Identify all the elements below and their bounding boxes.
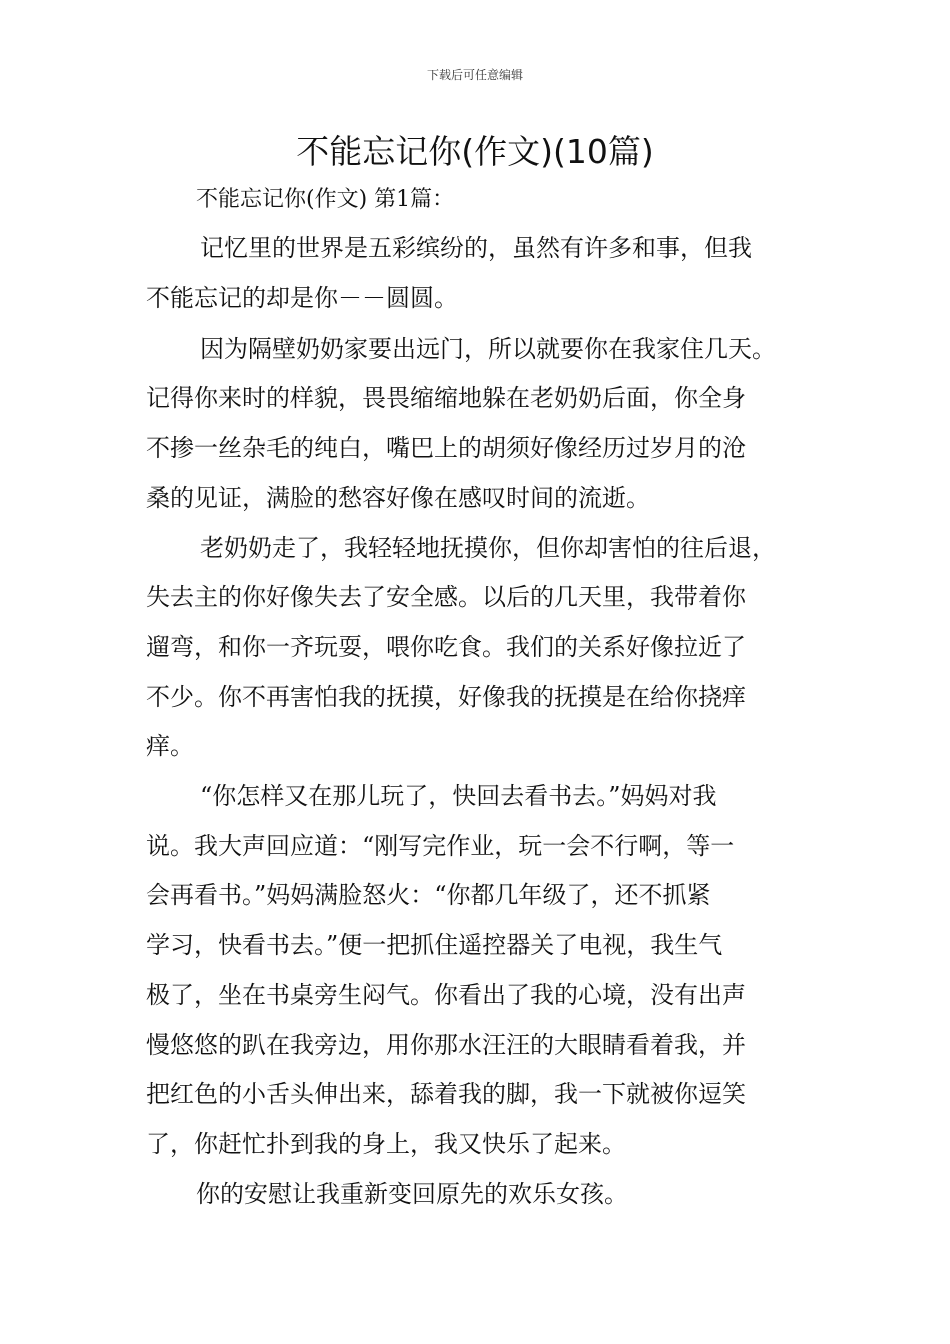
text-line: 因为隔壁奶奶家要出远门，所以就要你在我家住几天。 [200,335,776,363]
text-line: 把红色的小舌头伸出来，舔着我的脚，我一下就被你逗笑 [146,1080,746,1108]
section-heading: 不能忘记你(作文) 第1篇： [196,187,455,212]
text-line: 你的安慰让我重新变回原先的欢乐女孩。 [196,1180,628,1208]
text-line: 不掺一丝杂毛的纯白，嘴巴上的胡须好像经历过岁月的沧 [146,434,746,462]
text-line: 老奶奶走了，我轻轻地抚摸你，但你却害怕的往后退， [200,534,776,562]
text-line: 会再看书。”妈妈满脸怒火：“你都几年级了，还不抓紧 [146,881,711,909]
text-line: 极了，坐在书桌旁生闷气。你看出了我的心境，没有出声 [146,981,746,1009]
text-line: 了，你赶忙扑到我的身上，我又快乐了起来。 [146,1130,626,1158]
text-line: 失去主的你好像失去了安全感。以后的几天里，我带着你 [146,583,746,611]
text-line: 说。我大声回应道：“刚写完作业，玩一会不行啊，等一 [146,832,735,860]
text-line: 记得你来时的样貌，畏畏缩缩地躲在老奶奶后面，你全身 [146,384,746,412]
text-line: 痒。 [146,732,194,760]
page-header: 下载后可任意编辑 [426,68,523,82]
text-line: “你怎样又在那儿玩了，快回去看书去。”妈妈对我 [200,782,717,810]
text-line: 不能忘记的却是你－－圆圆。 [146,284,458,312]
text-line: 慢悠悠的趴在我旁边，用你那水汪汪的大眼睛看着我，并 [146,1031,746,1059]
text-line: 不少。你不再害怕我的抚摸，好像我的抚摸是在给你挠痒 [146,683,746,711]
text-line: 学习，快看书去。”便一把抓住遥控器关了电视，我生气 [146,931,723,959]
document-title: 不能忘记你(作文)(10篇) [296,132,654,171]
text-line: 遛弯，和你一齐玩耍，喂你吃食。我们的关系好像拉近了 [146,633,746,661]
text-line: 桑的见证，满脸的愁容好像在感叹时间的流逝。 [146,484,650,512]
text-line: 记忆里的世界是五彩缤纷的，虽然有许多和事，但我 [200,234,752,262]
